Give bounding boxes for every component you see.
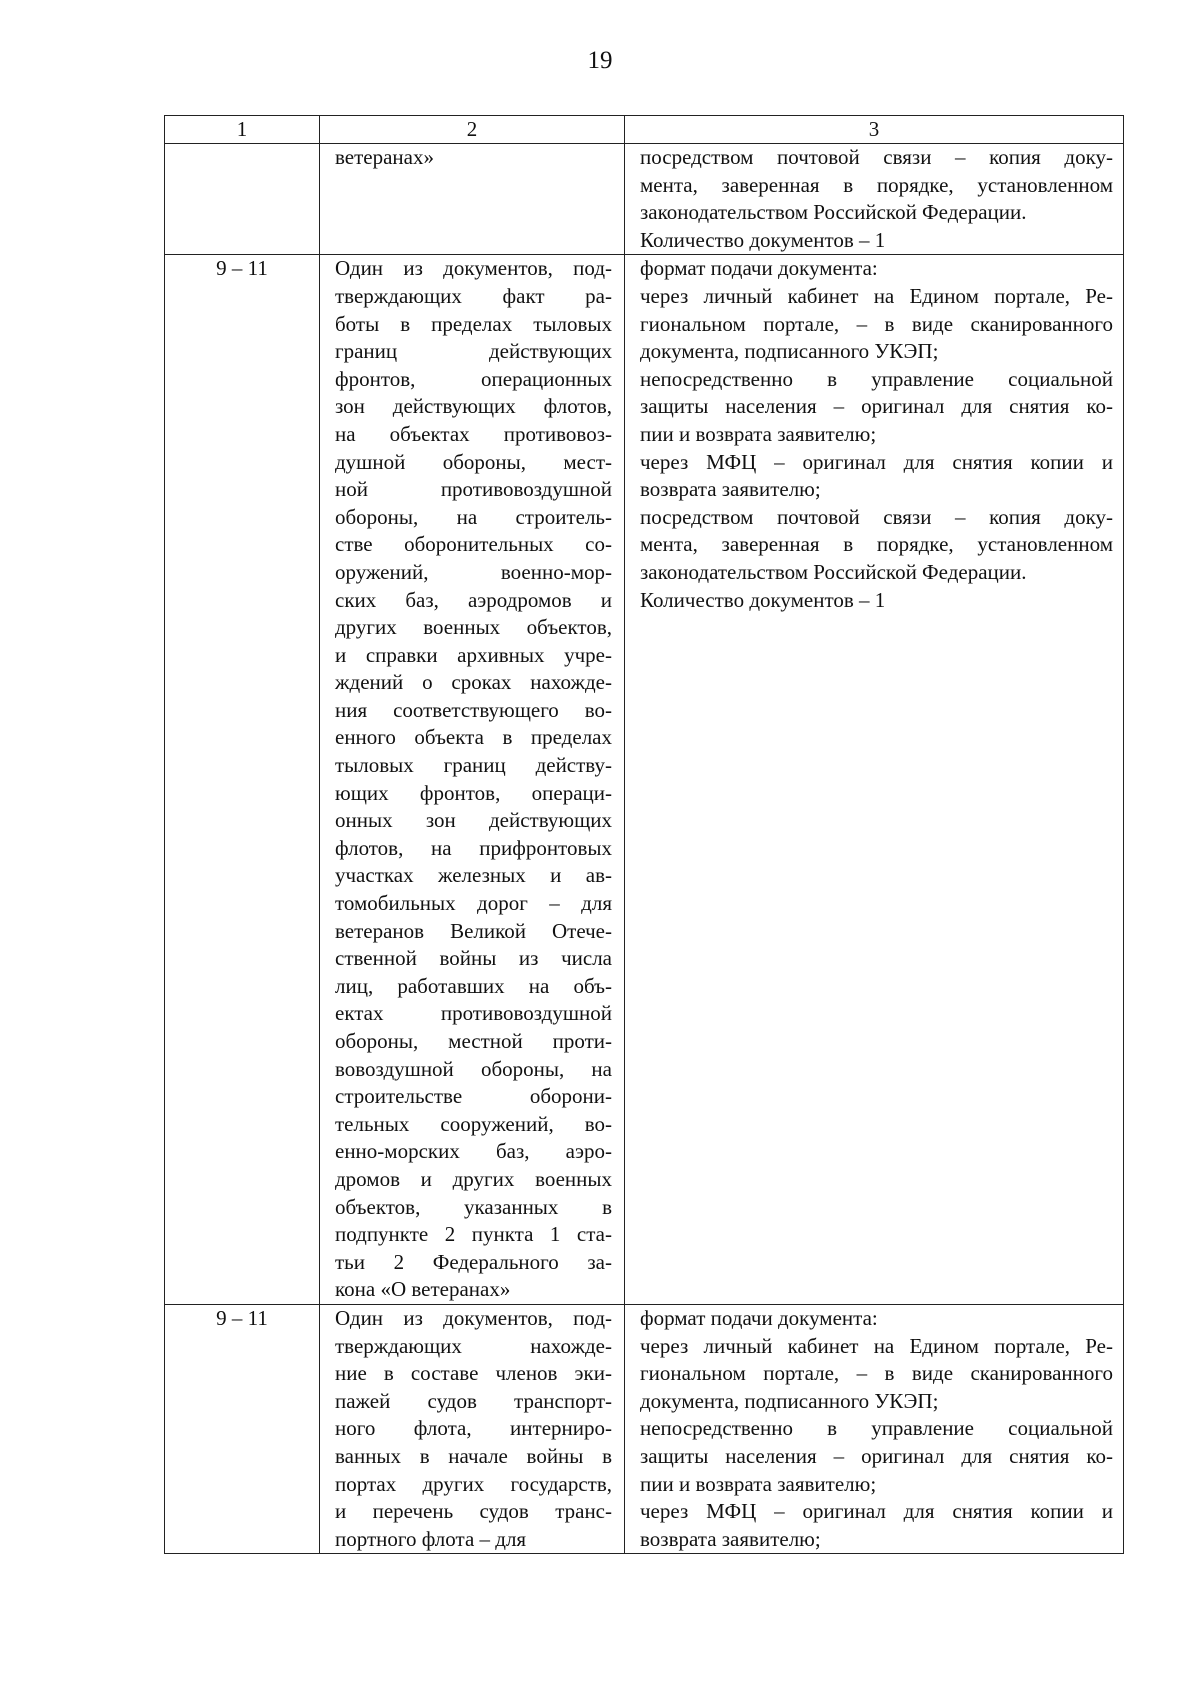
format-line: законодательством Российской Федерации.: [640, 200, 1027, 225]
format-line: законодательством Российской Федерации.: [640, 559, 1027, 584]
table-row: [165, 144, 1124, 255]
row-number-cell: [165, 144, 320, 255]
format-line: документа, подписанного УКЭП;: [640, 1388, 939, 1413]
format-line: посредством почтовой связи – копия доку-: [640, 145, 1113, 169]
submission-format-cell: [625, 144, 1124, 255]
description-line: ной противовоздушной: [335, 477, 612, 502]
description-line: енного объекта в пределах: [335, 725, 612, 750]
description-line: объектов, указанных в: [335, 1194, 612, 1219]
description-line: и справки архивных учре-: [335, 642, 612, 667]
description-line: Один из документов, под-: [335, 1305, 612, 1330]
format-line: непосредственно в управление социальной: [640, 366, 1113, 391]
submission-format-cell: [625, 1304, 1124, 1553]
description-line: боты в пределах тыловых: [335, 311, 612, 336]
description-line: тверждающих факт ра-: [335, 283, 612, 308]
format-line: Количество документов – 1: [640, 587, 886, 612]
column-header-2: 2: [320, 116, 625, 144]
description-line: участках железных и ав-: [335, 863, 612, 888]
description-line: портного флота – для: [335, 1526, 527, 1551]
description-line: флотов, на прифронтовых: [335, 835, 612, 860]
description-line: пажей судов транспорт-: [335, 1388, 612, 1413]
format-line: мента, заверенная в порядке, установленном: [640, 172, 1113, 197]
description-line: обороны, местной проти-: [335, 1029, 612, 1053]
row-number-cell: 9 – 11: [165, 255, 320, 1305]
description-line: фронтов, операционных: [335, 366, 612, 391]
description-line: оружений, военно-мор-: [335, 559, 612, 584]
description-line: портах других государств,: [335, 1471, 612, 1496]
description-line: ских баз, аэродромов и: [335, 587, 612, 612]
document-description-cell: [320, 144, 625, 255]
description-line: ектах противовоздушной: [335, 1001, 612, 1026]
document-description-cell: [320, 255, 625, 1305]
column-header-1: 1: [165, 116, 320, 144]
description-line: вовоздушной обороны, на: [335, 1056, 612, 1081]
description-line: томобильных дорог – для: [335, 891, 612, 916]
format-line: пии и возврата заявителю;: [640, 421, 877, 446]
documents-table: [164, 115, 1124, 1554]
format-line: через МФЦ – оригинал для снятия копии и: [640, 1499, 1113, 1524]
description-line: обороны, на строитель-: [335, 504, 612, 529]
document-description-cell: [320, 1304, 625, 1553]
description-line: дромов и других военных: [335, 1166, 612, 1191]
description-line: ждений о сроках нахожде-: [335, 670, 612, 695]
description-line: других военных объектов,: [335, 615, 612, 640]
format-line: через личный кабинет на Едином портале, Ре-: [640, 1333, 1113, 1358]
format-line: Количество документов – 1: [640, 227, 886, 252]
description-line: тыловых границ действу-: [335, 753, 612, 778]
description-line: ного флота, интерниро-: [335, 1416, 612, 1441]
format-line: формат подачи документа:: [640, 1305, 878, 1330]
row-number-cell: 9 – 11: [165, 1304, 320, 1553]
description-line: ванных в начале войны в: [335, 1443, 612, 1468]
description-line: ветеранов Великой Отече-: [335, 918, 612, 943]
table-row: [165, 1304, 1124, 1553]
description-line: тверждающих нахожде-: [335, 1333, 612, 1358]
description-line: зон действующих флотов,: [335, 394, 612, 419]
description-line: тьи 2 Федерального за-: [335, 1249, 612, 1274]
description-line: ние в составе членов эки-: [335, 1361, 612, 1386]
format-line: через личный кабинет на Едином портале, Ре-: [640, 283, 1113, 308]
description-line: границ действующих: [335, 339, 612, 364]
description-line: стве оборонительных со-: [335, 532, 612, 557]
description-line: на объектах противовоз-: [335, 421, 612, 446]
submission-format-cell: [625, 255, 1124, 1305]
description-line: и перечень судов транс-: [335, 1499, 612, 1524]
format-line: документа, подписанного УКЭП;: [640, 339, 939, 364]
description-line: Один из документов, под-: [335, 256, 612, 281]
page-number: 19: [587, 47, 613, 74]
format-line: защиты населения – оригинал для снятия ко-: [640, 394, 1113, 419]
format-line: пии и возврата заявителю;: [640, 1471, 877, 1496]
description-line: подпункте 2 пункта 1 ста-: [335, 1222, 612, 1247]
format-line: защиты населения – оригинал для снятия ко-: [640, 1443, 1113, 1468]
description-line: кона «О ветеранах»: [335, 1277, 511, 1302]
format-line: посредством почтовой связи – копия доку-: [640, 504, 1113, 529]
description-line: онных зон действующих: [335, 808, 612, 833]
format-line: мента, заверенная в порядке, установленном: [640, 532, 1113, 557]
description-line: ния соответствующего во-: [335, 697, 612, 722]
description-line: душной обороны, мест-: [335, 449, 612, 474]
format-line: гиональном портале, – в виде сканированного: [640, 311, 1113, 336]
table-row: [165, 255, 1124, 1305]
format-line: через МФЦ – оригинал для снятия копии и: [640, 449, 1113, 474]
description-line: ветеранах»: [335, 145, 434, 169]
format-line: непосредственно в управление социальной: [640, 1416, 1113, 1441]
description-line: ственной войны из числа: [335, 946, 612, 971]
description-line: енно-морских баз, аэро-: [335, 1139, 612, 1164]
format-line: возврата заявителю;: [640, 1526, 821, 1551]
format-line: формат подачи документа:: [640, 256, 878, 281]
column-header-3: 3: [625, 116, 1124, 144]
format-line: гиональном портале, – в виде сканированного: [640, 1361, 1113, 1386]
description-line: лиц, работавших на объ-: [335, 973, 612, 998]
description-line: строительстве оборони-: [335, 1084, 612, 1109]
description-line: ющих фронтов, операци-: [335, 780, 612, 805]
description-line: тельных сооружений, во-: [335, 1111, 612, 1136]
format-line: возврата заявителю;: [640, 477, 821, 502]
table-header-row: [165, 116, 1124, 144]
